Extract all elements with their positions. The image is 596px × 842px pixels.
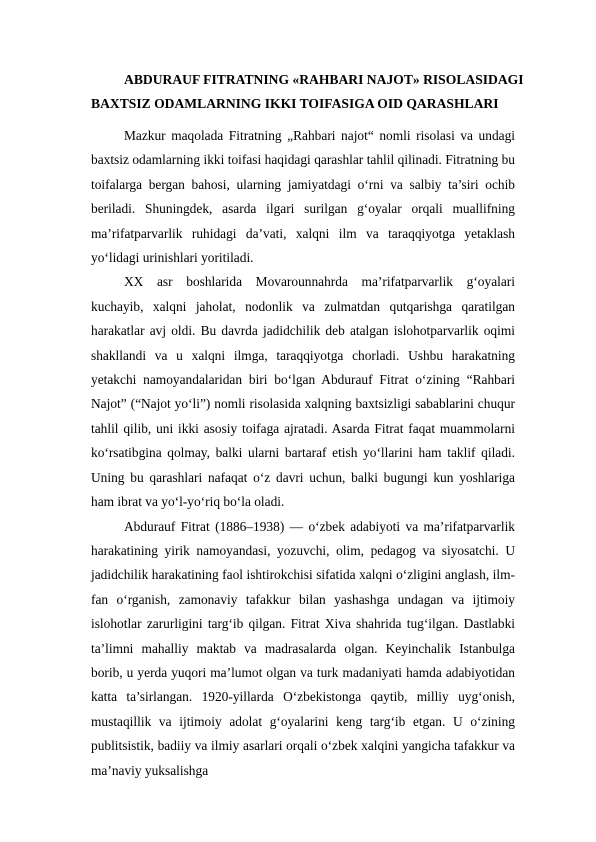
paragraph-abstract: Mazkur maqolada Fitratning „Rahbari najot“ nomli risolasi va undagi baxtsiz odamlarning ikki toifasi haqidagi qarashlar tahlil qilinadi. Fitratning bu toifalarga bergan bahosi, ularning jamiyatdagi o‘rni va salbiy ta’siri ochib beriladi. Shuningdek, asarda ilgari surilgan g‘oyalar orqali muallifning ma’rifatparvarlik ruhidagi da’vati, xalqni ilm va taraqqiyotga yetaklash yo‘lidagi urinishlari yoritiladi.	[91, 128, 515, 266]
paragraph-introduction: XX asr boshlarida Movarounnahrda ma’rifatparvarlik g‘oyalari kuchayib, xalqni jaholat, nodonlik va zulmatdan qutqarishga qaratilgan harakatlar avj oldi. Bu davrda jadidchilik deb atalgan islohotparvarlik oqimi shakllandi va u xalqni ilmga, taraqqiyotga chorladi. Ushbu harakatning yetakchi namoyandalaridan biri bo‘lgan Abdurauf Fitrat o‘zining “Rahbari Najot” (“Najot yo‘li”) nomli risolasida xalqning baxtsizligi sabablarini chuqur tahlil qilib, uni ikki asosiy toifaga ajratadi. Asarda Fitrat faqat muammolarni ko‘rsatibgina qolmay, balki ularni bartaraf etish yo‘llarini ham taklif qiladi. Uning bu qarashlari nafaqat o‘z davri uchun, balki bugungi kun yoshlariga ham ibrat va yo‘l-yo‘riq bo‘la oladi.	[91, 274, 515, 510]
document-body	[91, 68, 524, 783]
article-title-line-2: BAXTSIZ ODAMLARNING IKKI TOIFASIGA OID QARASHLARI	[91, 96, 499, 111]
article-title-line-1: ABDURAUF FITRATNING «RAHBARI NAJOT» RISOLASIDAGI	[124, 72, 524, 87]
article-title	[91, 68, 524, 116]
paragraph-biography: Abdurauf Fitrat (1886–1938) — o‘zbek adabiyoti va ma’rifatparvarlik harakatining yirik namoyandasi, yozuvchi, olim, pedagog va siyosatchi. U jadidchilik harakatining faol ishtirokchisi sifatida xalqni o‘zligini anglash, ilm-fan o‘rganish, zamonaviy tafakkur bilan yashashga undagan va ijtimoiy islohotlar zarurligini targ‘ib qilgan. Fitrat Xiva shahrida tug‘ilgan. Dastlabki ta’limni mahalliy maktab va madrasalarda olgan. Keyinchalik Istanbulga borib, u yerda yuqori ma’lumot olgan va turk madaniyati hamda adabiyotidan katta ta’sirlangan. 1920-yillarda O‘zbekistonga qaytib, milliy uyg‘onish, mustaqillik va ijtimoiy adolat g‘oyalarini keng targ‘ib etgan. U o‘zining publitsistik, badiiy va ilmiy asarlari orqali o‘zbek xalqini yangicha tafakkur va ma’naviy yuksalishga	[91, 518, 515, 778]
